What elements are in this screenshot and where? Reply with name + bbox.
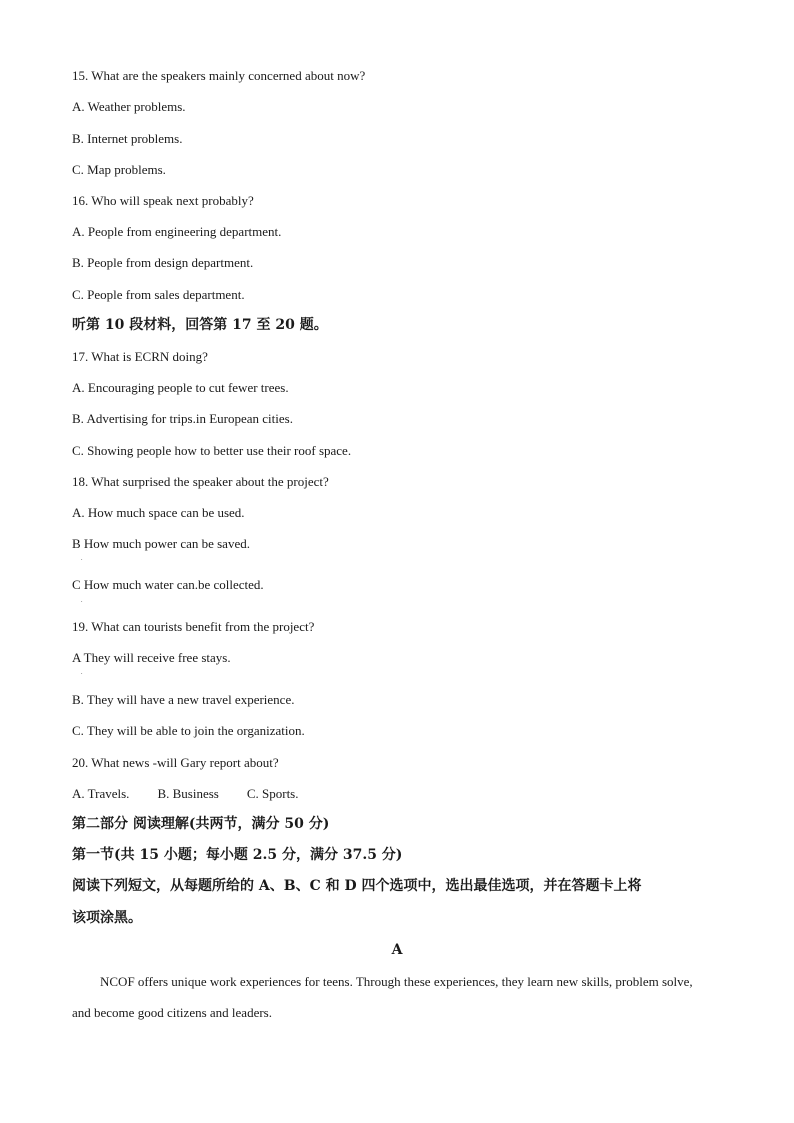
passage-label: A	[391, 942, 403, 958]
question-15: 15. What are the speakers mainly concerned about now?	[72, 68, 366, 83]
question-19-option-b: B. They will have a new travel experience.	[72, 692, 295, 707]
question-18: 18. What surprised the speaker about the project?	[72, 474, 329, 489]
question-20-options	[72, 786, 299, 802]
stray-dot: .	[81, 556, 83, 562]
question-19-option-a: A They will receive free stays.	[72, 650, 231, 665]
question-19-option-c: C. They will be able to join the organization.	[72, 723, 305, 738]
question-16-option-b: B. People from design department.	[72, 255, 254, 270]
question-15-option-a: A. Weather problems.	[72, 99, 186, 114]
question-18-option-b: B How much power can be saved.	[72, 536, 250, 551]
question-16-option-c: C. People from sales department.	[72, 287, 245, 302]
question-20: 20. What news -will Gary report about?	[72, 755, 279, 770]
question-18-option-a: A. How much space can be used.	[72, 505, 245, 520]
question-15-option-c: C. Map problems.	[72, 162, 166, 177]
question-20-option-b: B. Business	[157, 786, 219, 801]
question-20-option-a: A. Travels.	[72, 786, 130, 801]
section-1-heading: 第一节(共 15 小题；每小题 2.5 分，满分 37.5 分)	[72, 847, 403, 863]
part-2-heading: 第二部分 阅读理解(共两节，满分 50 分)	[72, 816, 330, 832]
question-17-option-c: C. Showing people how to better use their roof space.	[72, 443, 352, 458]
question-15-option-b: B. Internet problems.	[72, 131, 183, 146]
question-16-option-a: A. People from engineering department.	[72, 224, 282, 239]
question-16: 16. Who will speak next probably?	[72, 193, 254, 208]
question-17: 17. What is ECRN doing?	[72, 349, 208, 364]
stray-dot: .	[81, 598, 83, 604]
section-heading-10: 听第 10 段材料，回答第 17 至 20 题。	[72, 317, 328, 333]
instruction-line-2: 该项涂黑。	[72, 910, 142, 926]
instruction-line-1: 阅读下列短文，从每题所给的 A、B、C 和 D 四个选项中，选出最佳选项，并在答题卡上将	[72, 878, 642, 894]
question-18-option-c: C How much water can.be collected.	[72, 577, 264, 592]
question-17-option-b: B. Advertising for trips.in European cities.	[72, 411, 293, 426]
question-17-option-a: A. Encouraging people to cut fewer trees.	[72, 380, 289, 395]
stray-dot: .	[81, 670, 83, 676]
question-20-option-c: C. Sports.	[246, 786, 299, 801]
passage-paragraph: NCOF offers unique work experiences for teens. Through these experiences, they learn new skills, problem solve, and become good citizens and leaders.	[72, 974, 693, 1020]
question-19: 19. What can tourists benefit from the project?	[72, 619, 315, 634]
